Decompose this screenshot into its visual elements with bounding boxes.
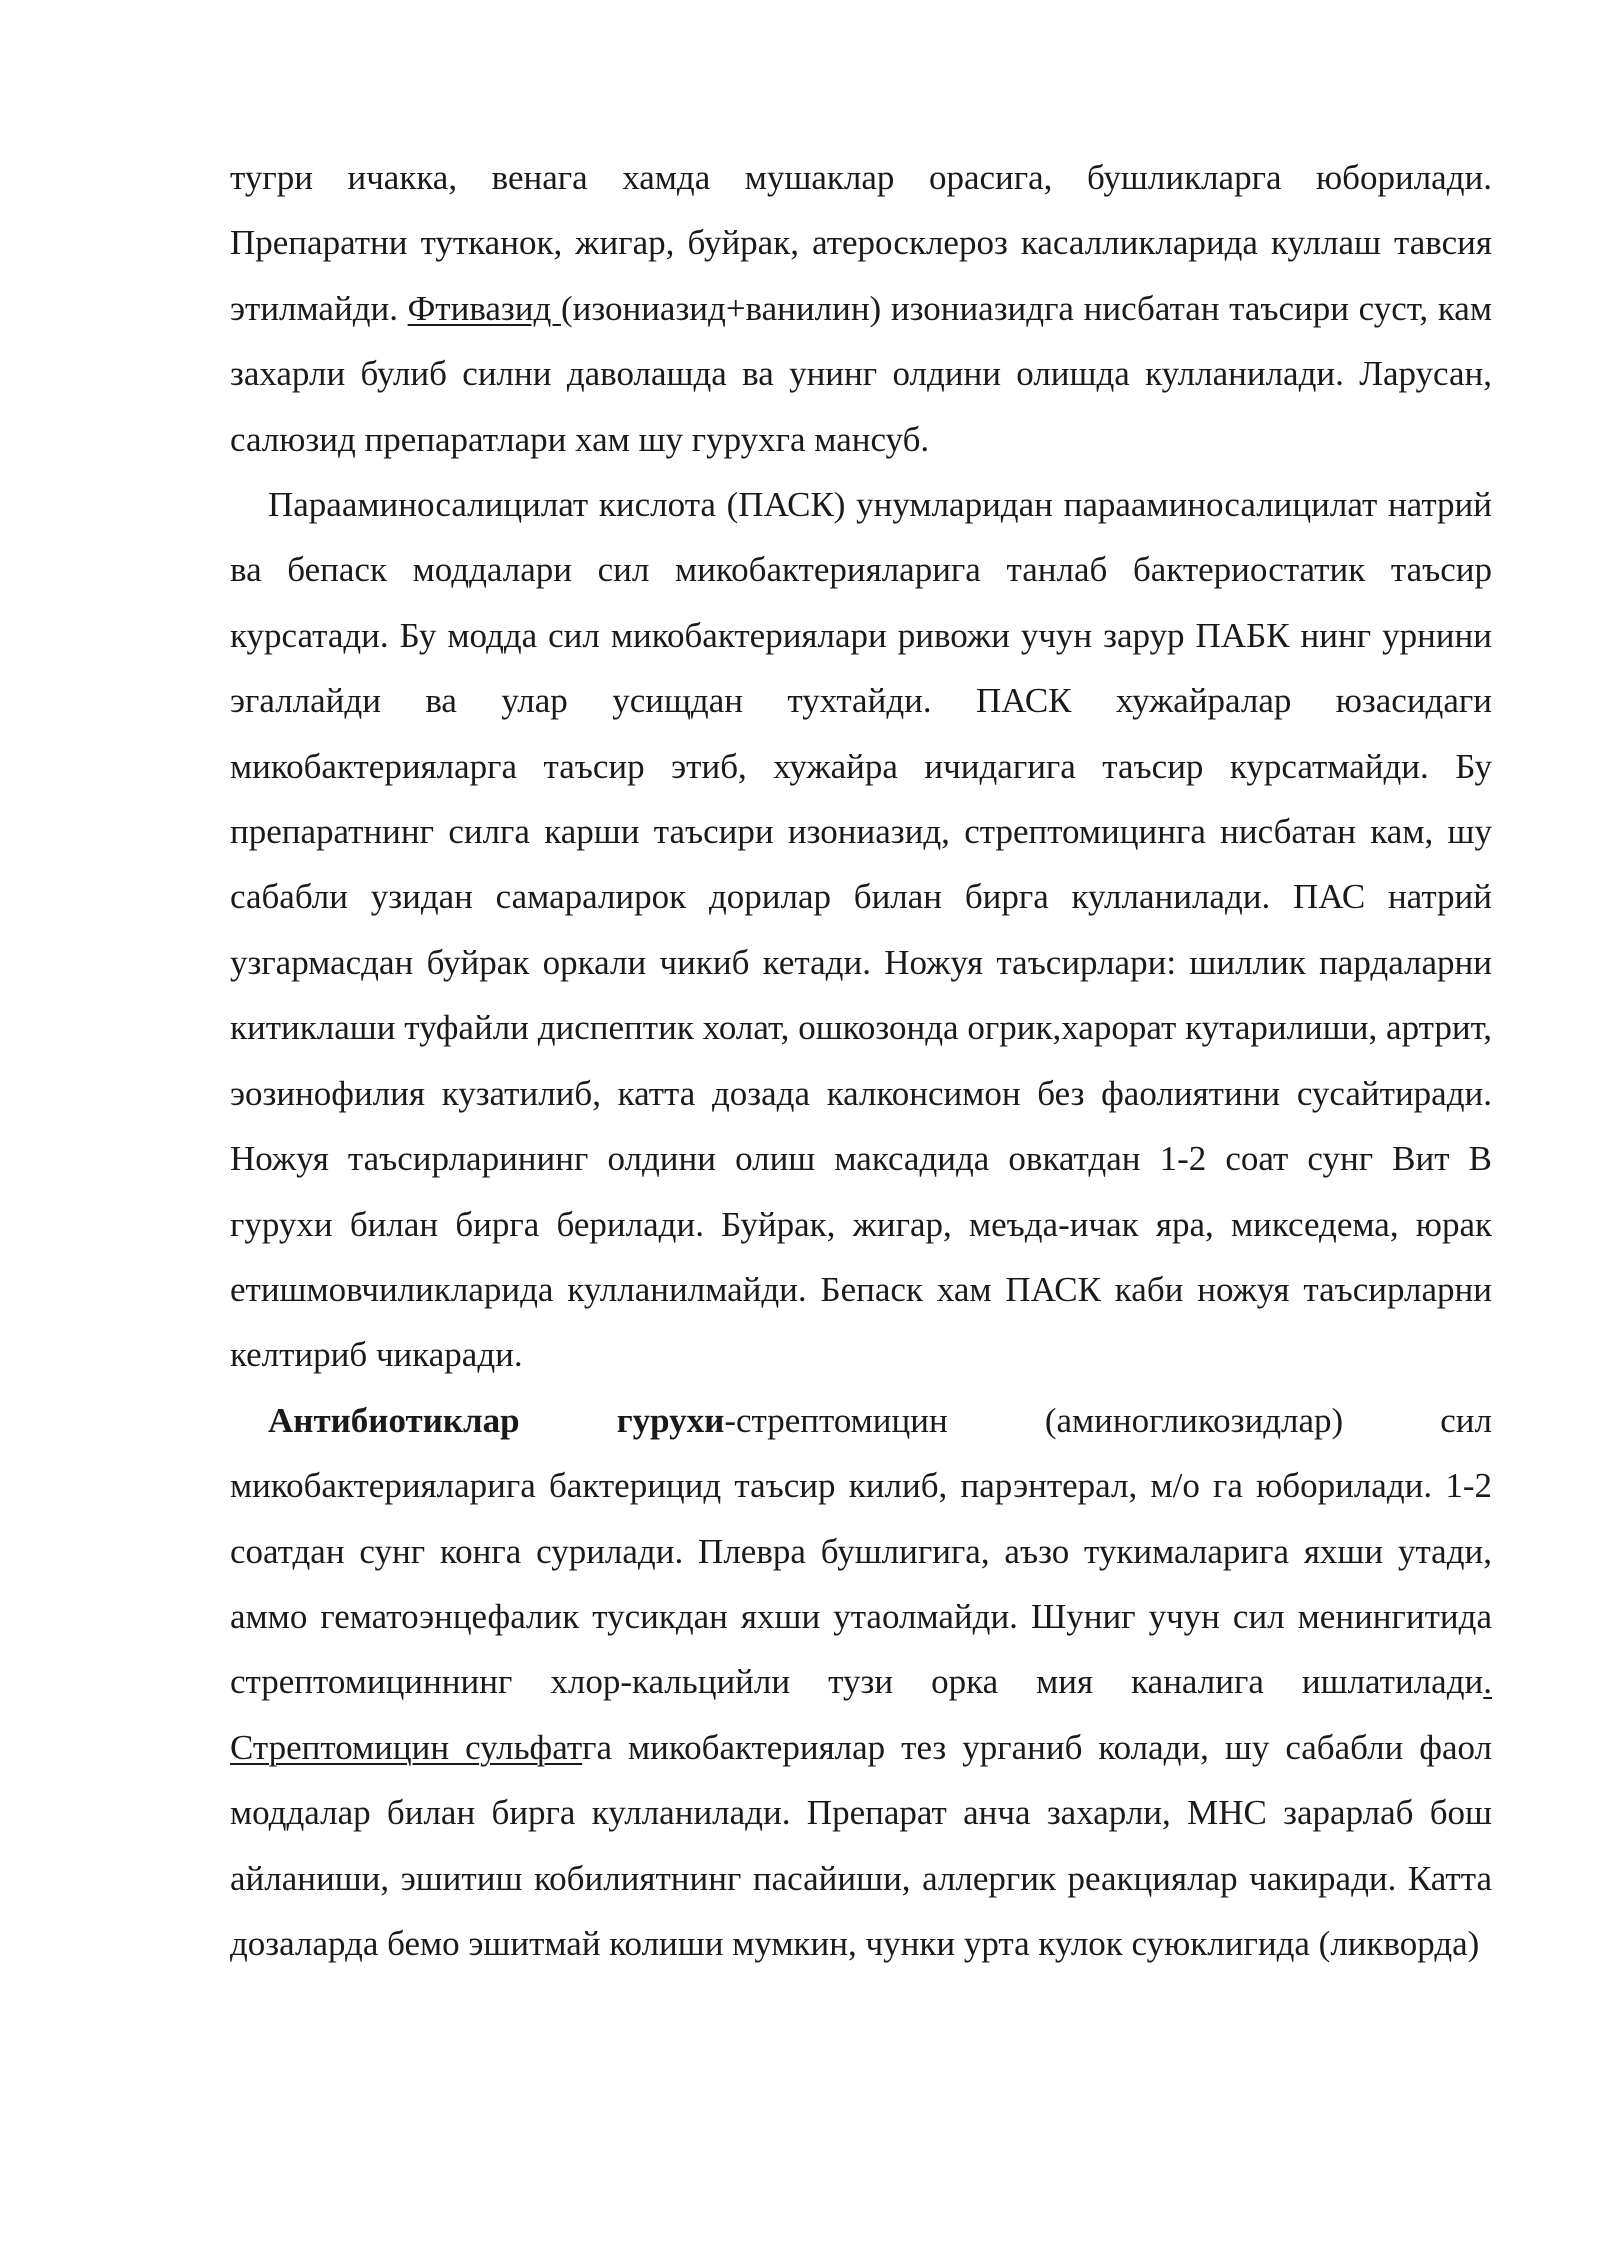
paragraph-3	[230, 1388, 1492, 1977]
paragraph-3-text-a: -стрептомицин (аминогликозидлар) сил микобактерияларига бактерицид таъсир килиб, парэнтерал, м/о га юборилади. 1-2 соатдан сунг конга сурилади. Плевра бушлигига, аъзо тукималарига яхши утади, аммо гематоэнцефалик тусикдан яхши утаолмайди. Шуниг учун сил менингитида стрептомициннинг хлор-кальцийли тузи орка мия каналига ишлатилади	[230, 1400, 1492, 1702]
paragraph-2	[230, 472, 1492, 1388]
term-ftivazid: Фтивазид	[407, 288, 561, 328]
paragraph-1-text-b: (изониазид+ванилин) изониазидга нисбатан таъсири суст, кам захарли булиб силни даволашда ва унинг олдини олишда кулланилади. Ларусан, салюзид препаратлари хам шу гурухга мансуб.	[230, 288, 1492, 459]
term-streptomycin-sulfate: Стрептомицин сульфат	[230, 1727, 583, 1767]
paragraph-3-text-b: га микобактериялар тез урганиб колади, шу сабабли фаол моддалар билан бирга кулланилади. Препарат анча захарли, МНС зарарлаб бош айланиши, эшитиш кобилиятнинг пасайиши, аллергик реакциялар чакиради. Катта дозаларда бемо эшитмай колиши мумкин, чунки урта кулок суюклигида (ликворда)	[230, 1727, 1492, 1963]
paragraph-2-text: Парааминосалицилат кислота (ПАСК) унумларидан парааминосалицилат натрий ва бепаск моддалари сил микобактерияларига танлаб бактериостатик таъсир курсатади. Бу модда сил микобактериялари ривожи учун зарур ПАБК нинг урнини эгаллайди ва улар усищдан тухтайди. ПАСК хужайралар юзасидаги микобактерияларга таъсир этиб, хужайра ичидагига таъсир курсатмайди. Бу препаратнинг силга карши таъсири изониазид, стрептомицинга нисбатан кам, шу сабабли узидан самаралирок дорилар билан бирга кулланилади. ПАС натрий узгармасдан буйрак оркали чикиб кетади. Ножуя таъсирлари: шиллик пардаларни китиклаши туфайли диспептик холат, ошкозонда огрик,харорат кутарилиши, артрит, эозинофилия кузатилиб, катта дозада калконсимон без фаолиятини сусайтиради. Ножуя таъсирларининг олдини олиш максадида овкатдан 1-2 соат сунг Вит В гурухи билан бирга берилади. Буйрак, жигар, меъда-ичак яра, микседема, юрак етишмовчиликларида кулланилмайди. Бепаск хам ПАСК каби ножуя таъсирларни келтириб чикаради.	[230, 485, 1492, 1375]
underlined-period: .	[1483, 1662, 1492, 1702]
paragraph-1-text-a: тугри ичакка, венага хамда мушаклар орасига, бушликларга юборилади. Препаратни тутканок, жигар, буйрак, атеросклероз касалликларида куллаш тавсия этилмайди.	[230, 158, 1492, 328]
document-page	[230, 145, 1492, 1976]
paragraph-1	[230, 145, 1492, 472]
heading-antibiotics-group: Антибиотиклар гурухи	[268, 1400, 725, 1440]
